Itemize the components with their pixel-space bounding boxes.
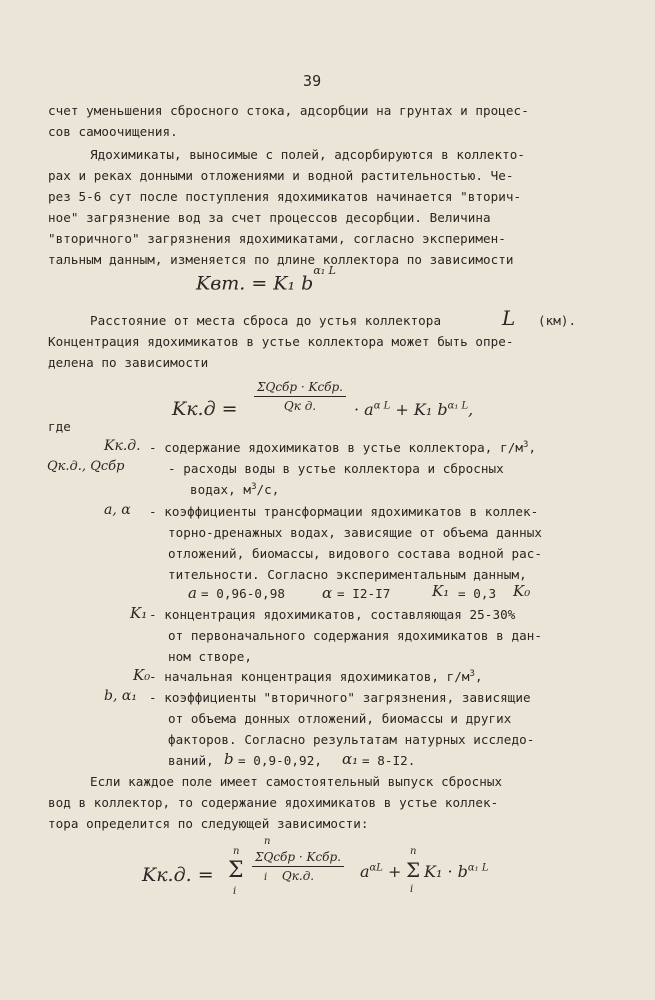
- sum-upper-limit: n: [410, 846, 417, 857]
- definition-text: [149, 669, 483, 684]
- formula-fraction: [252, 850, 344, 883]
- sum-lower-limit: i: [410, 884, 414, 895]
- definition-line: - коэффициенты "вторичного" загрязнения, зависящие: [149, 690, 531, 705]
- fraction-denominator: Qк.д.: [281, 869, 315, 883]
- definition-line: = 0,96-0,98: [201, 586, 285, 601]
- formula-sum-middle: [360, 862, 401, 881]
- definition-line: - содержание ядохимикатов в устье коллектора, г/м: [149, 440, 523, 456]
- formula-exponent: α₁ L: [447, 400, 469, 412]
- text-line: Ядохимикаты, выносимые с полей, адсорбируются в коллекто-: [90, 147, 526, 162]
- definition-line: отложений, биомассы, видового состава водной рас-: [168, 546, 542, 561]
- inner-sum-lower-limit: i: [264, 872, 268, 883]
- formula-sum-right: [424, 862, 488, 881]
- sum-sign: Σ: [406, 858, 421, 882]
- definition-line: торно-дренажных водах, зависящие от объема данных: [168, 525, 542, 540]
- fraction-numerator: ΣQсбр · Kсбр.: [254, 380, 346, 397]
- symbol-K0: K₀: [133, 666, 151, 684]
- text-line: где: [48, 419, 71, 434]
- text-line: тора определится по следующей зависимости:: [48, 816, 369, 831]
- text-line: Расстояние от места сброса до устья коллектора: [90, 313, 442, 328]
- formula-text: · a: [354, 400, 374, 419]
- definition-text: [149, 440, 536, 455]
- definition-line: - коэффициенты трансформации ядохимикатов в коллек-: [149, 504, 539, 519]
- symbol-L: L: [502, 306, 516, 330]
- text-line: Концентрация ядохимикатов в устье коллектора может быть опре-: [48, 334, 514, 349]
- definition-line: = 8-I2.: [362, 753, 416, 768]
- text-line: вод в коллектор, то содержание ядохимикатов в устье коллек-: [48, 795, 499, 810]
- definition-line: от первоначального содержания ядохимикатов в дан-: [168, 628, 542, 643]
- text-line: (км).: [538, 313, 577, 328]
- definition-line: от объема донных отложений, биомассы и других: [168, 711, 512, 726]
- var-alpha1: α₁: [342, 750, 359, 768]
- formula-exponent: αL: [369, 862, 383, 874]
- formula-mouth-concentration-left: Kк.д =: [172, 398, 238, 420]
- var-alpha: α: [322, 584, 333, 602]
- var-a: a: [188, 584, 197, 602]
- fraction-denominator: Qк д.: [283, 399, 317, 413]
- formula-exponent: α₁ L: [467, 862, 489, 874]
- definition-line: ваний,: [168, 753, 214, 768]
- definition-line: водах, м: [190, 482, 252, 498]
- text-line: Если каждое поле имеет самостоятельный выпуск сбросных: [90, 774, 503, 789]
- text-line: тальным данным, изменяется по длине коллектора по зависимости: [48, 252, 514, 267]
- definition-line: = 0,9-0,92,: [238, 753, 322, 768]
- formula-mouth-concentration-right: [354, 400, 473, 419]
- text-line: "вторичного" загрязнения ядохимикатами, согласно эксперимен-: [48, 231, 506, 246]
- definition-line: ном створе,: [168, 649, 252, 664]
- var-K1: K₁: [432, 582, 450, 600]
- definition-line: - начальная концентрация ядохимикатов, г/м: [149, 669, 470, 685]
- definition-line: тительности. Согласно экспериментальным данным,: [168, 567, 527, 582]
- sum-sign: Σ: [228, 858, 244, 883]
- text-line: ное" загрязнение вод за счет процессов десорбции. Величина: [48, 210, 491, 225]
- formula-comma: ,: [468, 400, 474, 419]
- formula-text: +: [388, 862, 402, 881]
- symbol-b-alpha1: b, α₁: [104, 688, 137, 704]
- text-line: счет уменьшения сбросного стока, адсорбции на грунтах и процес-: [48, 103, 529, 118]
- definition-line: /с,: [256, 482, 280, 498]
- symbol-Qkd-Qsbr: Qк.д., Qсбр: [47, 459, 125, 474]
- definition-comma: ,: [475, 669, 483, 685]
- sum-upper-limit: n: [233, 846, 240, 857]
- formula-text: K₁ · b: [424, 862, 468, 881]
- var-b: b: [224, 750, 234, 768]
- definition-text: [190, 482, 279, 497]
- superscript: 3: [469, 669, 476, 679]
- var-K0: K₀: [513, 582, 531, 600]
- text-line: рез 5-6 сут после поступления ядохимикатов начинается "вторич-: [48, 189, 522, 204]
- symbol-K1: K₁: [130, 604, 148, 622]
- formula-text: + K₁ b: [395, 400, 448, 419]
- symbol-a-alpha: a, α: [104, 502, 131, 518]
- definition-line: = 0,3: [458, 586, 497, 601]
- inner-sum-upper-limit: n: [264, 836, 271, 847]
- fraction-numerator: ΣQсбр · Kсбр.: [252, 850, 344, 867]
- text-line: сов самоочищения.: [48, 124, 178, 139]
- text-line: делена по зависимости: [48, 355, 209, 370]
- definition-line: - расходы воды в устье коллектора и сбросных: [168, 461, 504, 476]
- definition-line: - концентрация ядохимикатов, составляющая 25-30%: [149, 607, 516, 622]
- definition-line: = I2-I7: [337, 586, 391, 601]
- superscript: 3: [251, 482, 257, 492]
- definition-line: факторов. Согласно результатам натурных исследо-: [168, 732, 535, 747]
- symbol-Kkd: Kк.д.: [104, 438, 141, 454]
- formula-text: Kвт. = K₁ b: [196, 272, 314, 295]
- superscript: 3: [522, 440, 529, 450]
- formula-exponent: α₁ L: [313, 264, 336, 277]
- formula-exponent: α L: [373, 400, 391, 412]
- formula-fraction: [254, 380, 346, 413]
- formula-sum-left: Kк.д. =: [142, 864, 214, 886]
- sum-lower-limit: i: [233, 886, 237, 897]
- page-number: 39: [303, 72, 322, 90]
- text-line: рах и реках донными отложениями и водной растительностью. Че-: [48, 168, 514, 183]
- definition-comma: ,: [528, 440, 537, 456]
- formula-text: a: [360, 862, 370, 881]
